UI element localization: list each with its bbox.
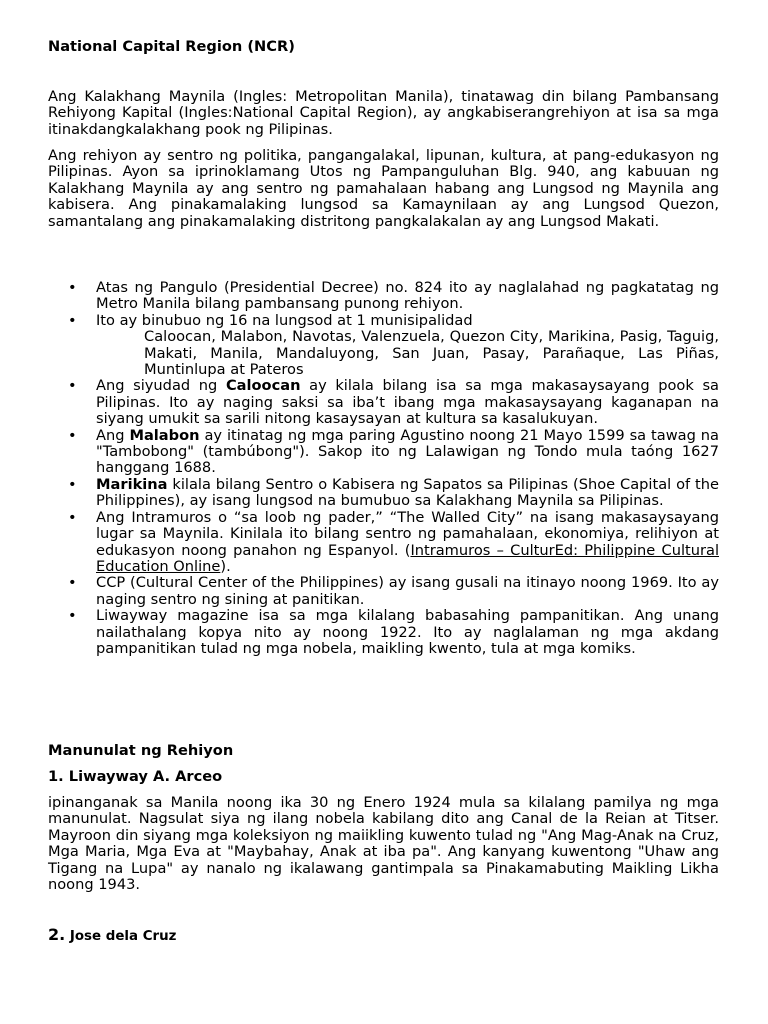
- document-title: National Capital Region (NCR): [48, 38, 295, 55]
- bullet-text: Ang siyudad ng: [96, 377, 226, 395]
- list-item: [48, 280, 719, 313]
- bold-term-caloocan: Caloocan: [225, 377, 301, 395]
- bold-term-marikina: Marikina: [96, 475, 168, 493]
- bullet-text: ay kilala bilang isa sa mga makasaysayang pook sa Pilipinas. Ito ay naging saksi sa iba’t ibang mga makasaysayang kaganapan na siyang umukit sa sarili nitong kasaysayan at kultura sa kasalukuyan.: [96, 377, 719, 428]
- author-2-number: 2.: [48, 925, 66, 944]
- list-item: [48, 575, 719, 608]
- facts-list: [48, 280, 719, 657]
- list-item: [48, 428, 719, 477]
- intro-paragraph-2: Ang rehiyon ay sentro ng politika, pangangalakal, lipunan, kultura, at pang-edukasyon ng Pilipinas. Ayon sa iprinoklamang Utos ng Pampanguluhan Blg. 940, ang kabuuan ng Kalakhang Maynila ay ang sentro ng pamahalaan habang ang Lungsod ng Maynila ang kabisera. Ang pinakamalaking lungsod sa Kamaynilaan ay ang Lungsod Quezon, samantalang ang pinakamalaking distritong pangkalakalan ay ang Lungsod Makati.: [48, 147, 719, 230]
- bullet-text: ay itinatag ng mga paring Agustino noong 21 Mayo 1599 sa tawag na "Tambobong" (tambúbong"). Sakop ito ng Lalawigan ng Tondo mula taóng 1627 hanggang 1688.: [96, 426, 719, 477]
- bullet-text: Ang Intramuros o “sa loob ng pader,” “The Walled City” na isang makasaysayang lugar sa Maynila. Kinilala ito bilang sentro ng pamahalaan, ekonomiya, relihiyon at edukasyon noong panahon ng Espanyol. (: [96, 508, 719, 559]
- list-item: [48, 510, 719, 576]
- bullet-text: kilala bilang Sentro o Kabisera ng Sapatos sa Pilipinas (Shoe Capital of the Philippines), ay isang lungsod na bumubuo sa Kalakhang Maynila sa Pilipinas.: [96, 475, 719, 510]
- bold-term-malabon: Malabon: [129, 426, 200, 444]
- intramuros-link[interactable]: Intramuros – CulturEd: Philippine Cultural Education Online: [96, 541, 719, 575]
- list-item: [48, 313, 719, 379]
- city-list: Caloocan, Malabon, Navotas, Valenzuela, Quezon City, Marikina, Pasig, Taguig, Makati, Manila, Mandaluyong, San Juan, Pasay, Parañaque, Las Piñas, Muntinlupa at Pateros: [144, 328, 719, 379]
- list-item: [48, 608, 719, 657]
- author-2-heading: [48, 927, 719, 945]
- author-1-heading: 1. Liwayway A. Arceo: [48, 768, 223, 785]
- bullet-text: CCP (Cultural Center of the Philippines) ay isang gusali na itinayo noong 1969. Ito ay naging sentro ng sining at panitikan.: [96, 574, 719, 608]
- bullet-text: Ang: [96, 426, 130, 444]
- author-1-bio: ipinanganak sa Manila noong ika 30 ng Enero 1924 mula sa kilalang pamilya ng mga manunulat. Nagsulat siya ng ilang nobela kabilang dito ang Canal de la Reian at Titser. Mayroon din siyang mga koleksiyon ng maiikling kuwento tulad ng "Ang Mag-Anak na Cruz, Mga Maria, Mga Eva at "Maybahay, Anak at iba pa". Ang kanyang kuwentong "Uhaw ang Tigang na Lupa" ay nanalo ng ikalawang gantimpala sa Pinakamabuting Maikling Likha noong 1943.: [48, 794, 719, 894]
- author-2-name: Jose dela Cruz: [69, 929, 177, 944]
- list-item: [48, 378, 719, 427]
- bullet-text: Atas ng Pangulo (Presidential Decree) no. 824 ito ay naglalahad ng pagkatatag ng Metro Manila bilang pambansang punong rehiyon.: [96, 279, 719, 313]
- section-heading: Manunulat ng Rehiyon: [48, 742, 234, 759]
- bullet-text: Ito ay binubuo ng 16 na lungsod at 1 munisipalidad: [96, 311, 473, 329]
- bullet-text: Liwayway magazine isa sa mga kilalang babasahing pampanitikan. Ang unang nailathalang kopya nito ay noong 1922. Ito ay naglalaman ng mga akdang pampanitikan tulad ng mga nobela, maikling kwento, tula at mga komiks.: [96, 607, 719, 657]
- bullet-text: ).: [220, 557, 231, 575]
- list-item: [48, 477, 719, 510]
- intro-paragraph-1: Ang Kalakhang Maynila (Ingles: Metropolitan Manila), tinatawag din bilang Pambansang Rehiyong Kapital (Ingles:National Capital Region), ay angkabiserangrehiyon at isa sa mga itinakdangkalakhang pook ng Pilipinas.: [48, 88, 719, 138]
